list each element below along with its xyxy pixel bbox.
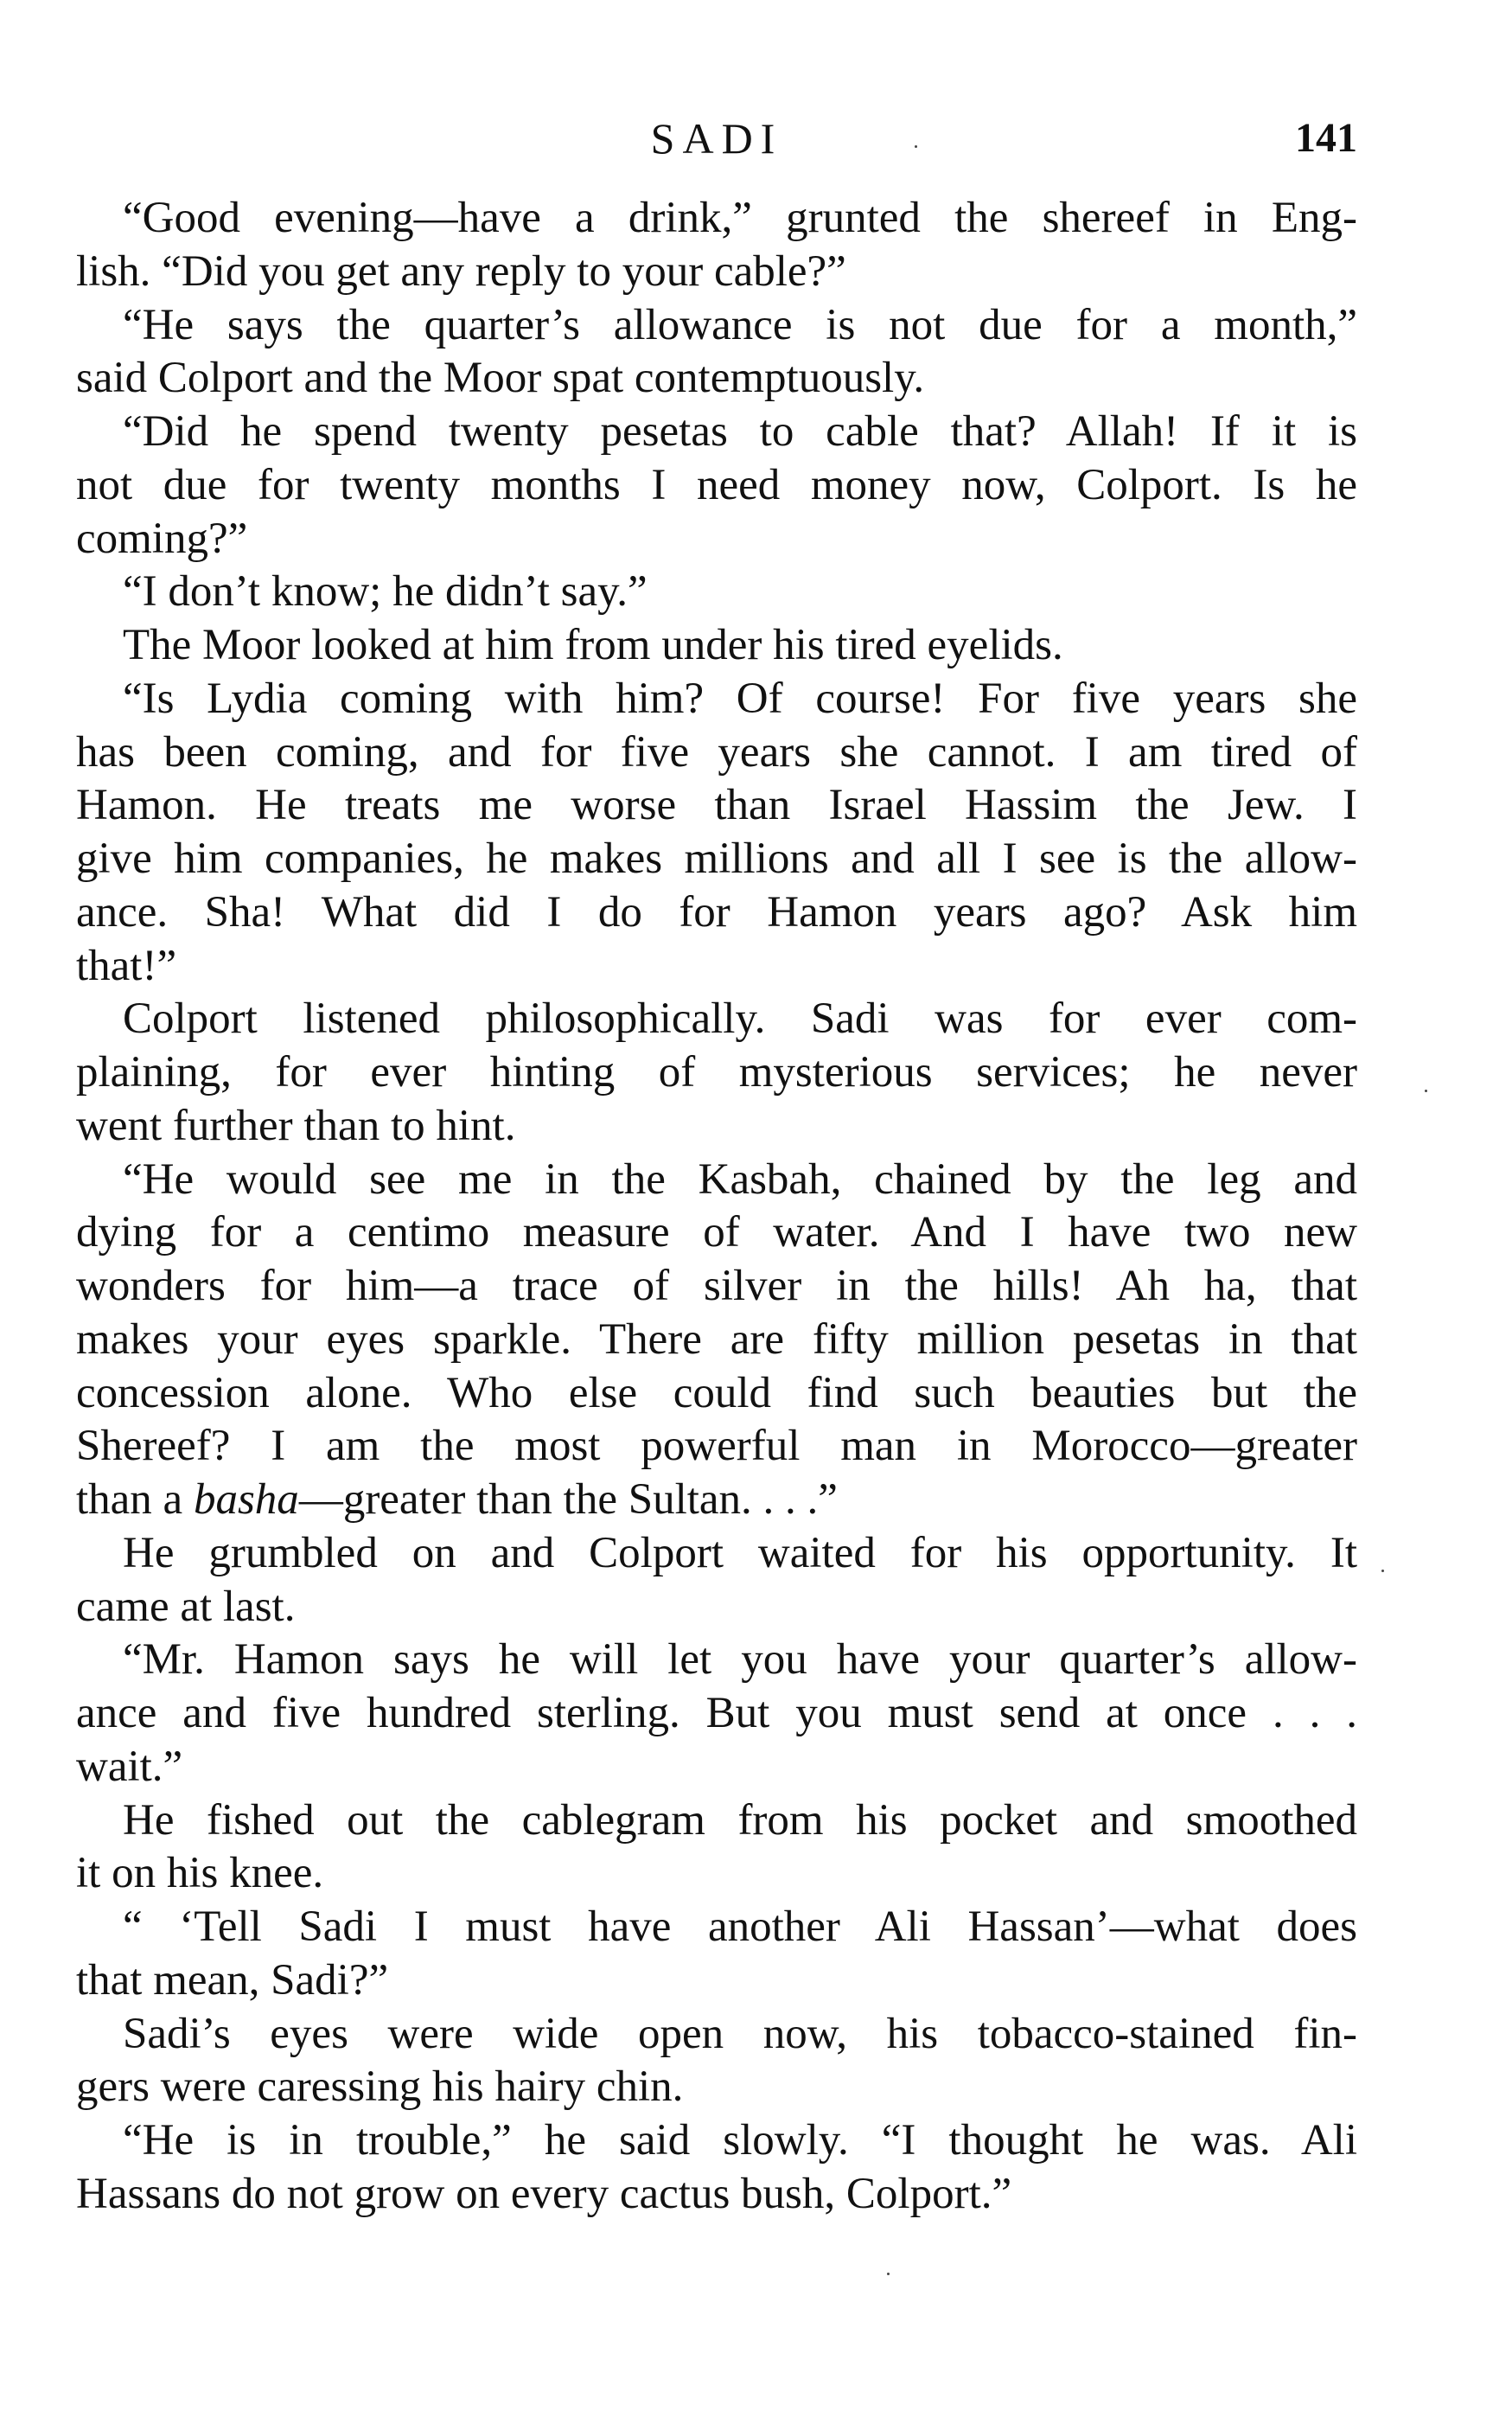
- text-line: that!”: [76, 941, 177, 990]
- print-speck: [1425, 1090, 1427, 1092]
- text-line: went further than to hint.: [76, 1101, 516, 1150]
- text-line: ance and five hundred sterling. But you must send at once . . .: [76, 1689, 1357, 1737]
- text-line: concession alone. Who else could find such beauties but the: [76, 1368, 1357, 1417]
- text-line: plaining, for ever hinting of mysterious services; he never: [76, 1048, 1357, 1097]
- text-line: wait.”: [76, 1742, 183, 1791]
- text-line: it on his knee.: [76, 1849, 324, 1898]
- text-line: wonders for him—a trace of silver in the hills! Ah ha, that: [76, 1262, 1357, 1310]
- text-line: “He is in trouble,” he said slowly. “I thought he was. Ali: [123, 2116, 1357, 2165]
- text-segment: —greater than the Sultan. . . .”: [298, 1475, 838, 1524]
- text-line: not due for twenty months I need money now, Colport. Is he: [76, 460, 1357, 509]
- text-line: Colport listened philosophically. Sadi was for ever com-: [123, 994, 1357, 1044]
- text-line: that mean, Sadi?”: [76, 1955, 389, 2005]
- text-line: “Good evening—have a drink,” grunted the shereef in Eng-: [123, 194, 1357, 242]
- text-line: “He says the quarter’s allowance is not due for a month,”: [123, 300, 1357, 349]
- text-line: gers were caressing his hairy chin.: [76, 2062, 684, 2112]
- text-line: said Colport and the Moor spat contemptuously.: [76, 354, 925, 403]
- text-line: Shereef? I am the most powerful man in Morocco—greater: [76, 1422, 1357, 1471]
- text-line: He fished out the cablegram from his pocket and smoothed: [123, 1795, 1357, 1845]
- text-line: Hamon. He treats me worse than Israel Hassim the Jew. I: [76, 781, 1357, 830]
- text-line: He grumbled on and Colport waited for his opportunity. It: [123, 1528, 1357, 1577]
- text-line: dying for a centimo measure of water. And I have two new: [76, 1208, 1357, 1257]
- text-line: The Moor looked at him from under his tired eyelids.: [123, 621, 1063, 669]
- text-line: coming?”: [76, 514, 248, 563]
- body-text: [76, 192, 1357, 2222]
- print-speck: [887, 2273, 890, 2275]
- text-line: ance. Sha! What did I do for Hamon years ago? Ask him: [76, 887, 1357, 937]
- page-number: 141: [1295, 115, 1357, 161]
- text-line: “Did he spend twenty pesetas to cable that? Allah! If it is: [123, 407, 1357, 456]
- text-line: give him companies, he makes millions and all I see is the allow-: [76, 835, 1357, 883]
- text-line: lish. “Did you get any reply to your cable?”: [76, 246, 846, 296]
- text-segment: than a: [76, 1475, 194, 1524]
- text-line: came at last.: [76, 1582, 296, 1631]
- running-title: SADI: [650, 114, 783, 163]
- text-line: “Mr. Hamon says he will let you have your quarter’s allow-: [123, 1635, 1357, 1685]
- text-line: “Is Lydia coming with him? Of course! For five years she: [123, 674, 1357, 723]
- text-line: [76, 1474, 1357, 1527]
- italic-word: basha: [193, 1475, 299, 1524]
- text-line: “I don’t know; he didn’t say.”: [123, 567, 648, 617]
- print-speck: [1381, 1570, 1384, 1572]
- text-line: “He would see me in the Kasbah, chained by the leg and: [123, 1154, 1357, 1204]
- text-line: has been coming, and for five years she cannot. I am tired of: [76, 727, 1357, 777]
- running-head: [76, 112, 1357, 164]
- text-line: makes your eyes sparkle. There are fifty million pesetas in that: [76, 1314, 1357, 1364]
- print-speck: [915, 145, 917, 148]
- text-line: “ ‘Tell Sadi I must have another Ali Hassan’—what does: [123, 1902, 1357, 1951]
- text-line: Sadi’s eyes were wide open now, his tobacco-stained fin-: [123, 2009, 1357, 2058]
- text-line: Hassans do not grow on every cactus bush, Colport.”: [76, 2169, 1012, 2218]
